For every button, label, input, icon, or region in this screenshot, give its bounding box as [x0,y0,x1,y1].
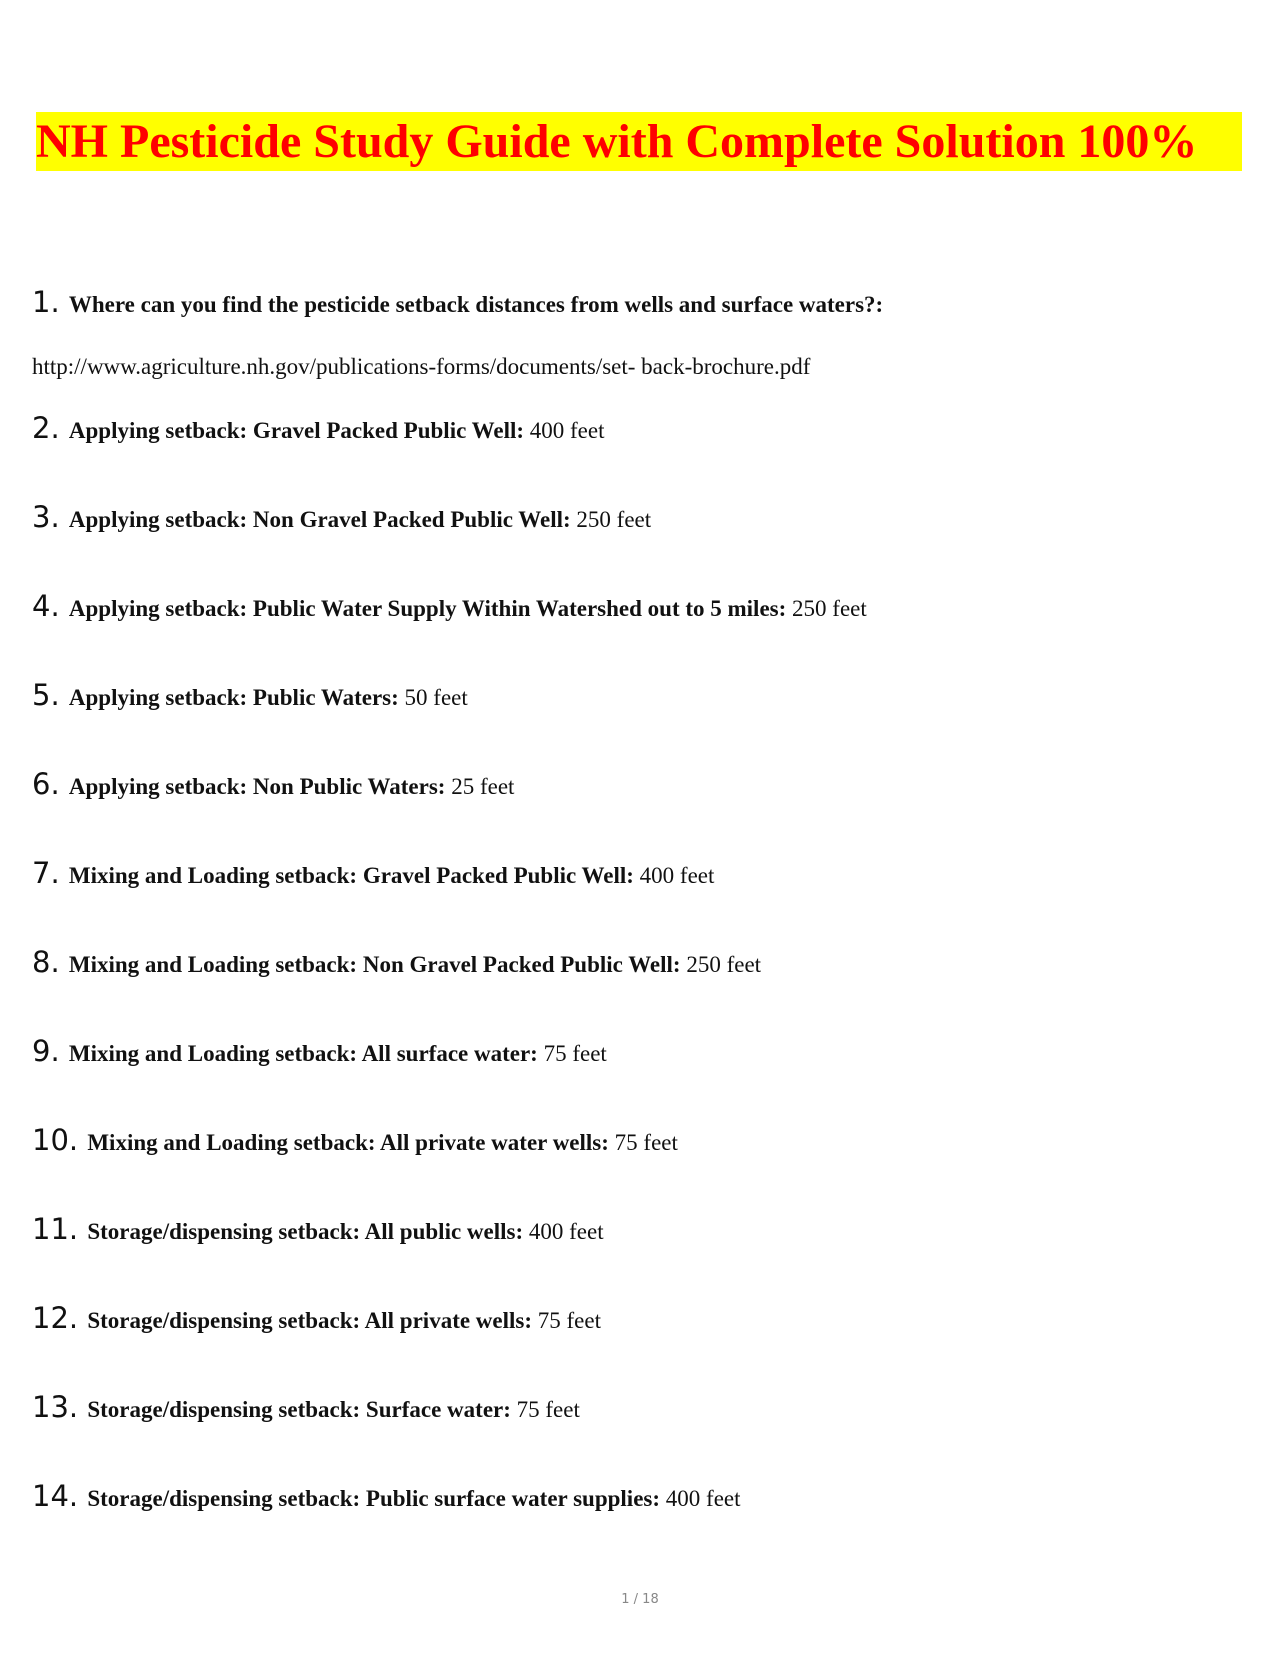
item-number: 12. [32,1301,88,1335]
item-answer: 75 feet [516,1397,580,1422]
list-item [32,589,867,623]
item-question: Mixing and Loading setback: All surface water: [68,1041,544,1066]
item-number: 2. [32,411,69,445]
item-number: 3. [32,500,69,534]
item-answer: 400 feet [529,418,605,443]
item-question: Storage/dispensing setback: Surface water: [87,1397,517,1422]
list-item [32,500,651,534]
item-number: 1. [32,285,69,319]
item-question: Where can you find the pesticide setback distances from wells and surface waters?: [68,292,884,317]
item-number: 11. [32,1212,88,1246]
list-item [32,856,714,890]
list-item [32,1212,604,1246]
item-number: 4. [32,589,69,623]
item-question: Applying setback: Non Gravel Packed Public Well: [68,507,577,532]
item-number: 7. [32,856,69,890]
item-answer: 250 feet [576,507,652,532]
item-answer: 75 feet [537,1308,601,1333]
list-item [32,285,883,319]
item-answer: 75 feet [614,1130,678,1155]
item-question: Applying setback: Non Public Waters: [68,774,452,799]
item-question: Applying setback: Public Water Supply Within Watershed out to 5 miles: [68,596,793,621]
item-number: 9. [32,1034,69,1068]
list-item [32,767,514,801]
item-number: 8. [32,945,69,979]
item-number: 10. [32,1123,88,1157]
page-indicator: 1 / 18 [621,1592,659,1607]
item-question: Mixing and Loading setback: Non Gravel Packed Public Well: [68,952,687,977]
list-item [32,411,604,445]
item-answer: 250 feet [686,952,762,977]
list-item [32,1301,601,1335]
item-number: 13. [32,1390,88,1424]
item-number: 14. [32,1479,88,1513]
item-question: Mixing and Loading setback: Gravel Packed Public Well: [68,863,640,888]
list-item [32,1390,580,1424]
item-answer-url[interactable]: http://www.agriculture.nh.gov/publications-forms/documents/set- back-brochure.pdf [32,354,811,379]
page-title: NH Pesticide Study Guide with Complete Solution 100% [36,115,1198,168]
list-item [32,945,761,979]
list-item [32,1123,678,1157]
item-answer: 75 feet [543,1041,607,1066]
title-highlight [36,112,1242,171]
list-item [32,1479,741,1513]
item-question: Applying setback: Gravel Packed Public Well: [68,418,530,443]
item-answer: 400 feet [528,1219,604,1244]
item-question: Storage/dispensing setback: All private wells: [87,1308,538,1333]
item-number: 5. [32,678,69,712]
item-question: Storage/dispensing setback: Public surface water supplies: [87,1486,666,1511]
item-answer: 50 feet [404,685,468,710]
list-item [32,1034,607,1068]
item-number: 6. [32,767,69,801]
item-answer: 25 feet [451,774,515,799]
item-question: Mixing and Loading setback: All private water wells: [87,1130,615,1155]
item-question: Applying setback: Public Waters: [68,685,405,710]
list-item [32,678,468,712]
item-answer: 400 feet [639,863,715,888]
item-answer: 400 feet [665,1486,741,1511]
item-question: Storage/dispensing setback: All public wells: [87,1219,529,1244]
item-answer: 250 feet [792,596,867,621]
